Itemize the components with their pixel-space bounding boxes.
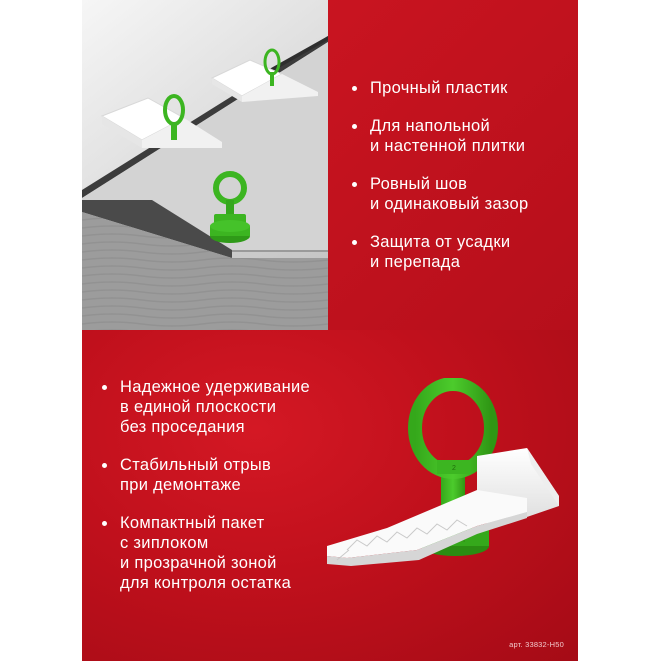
product-card bbox=[82, 0, 578, 661]
bottom-feature-list bbox=[100, 377, 310, 611]
feature-item: Прочный пластик bbox=[350, 78, 528, 98]
feature-item: Для напольной и настенной плитки bbox=[350, 116, 528, 156]
feature-item: Стабильный отрыв при демонтаже bbox=[100, 455, 310, 495]
tile-installation-photo bbox=[82, 0, 328, 330]
feature-item: Компактный пакет с зиплоком и прозрачной зоной для контроля остатка bbox=[100, 513, 310, 593]
feature-item: Ровный шов и одинаковый зазор bbox=[350, 174, 528, 214]
clip-size-mark: 2 bbox=[452, 465, 456, 472]
feature-item: Защита от усадки и перепада bbox=[350, 232, 528, 272]
article-code: арт. 33832-H50 bbox=[509, 640, 564, 649]
tile-scene-illustration bbox=[82, 0, 328, 330]
leveling-clip-product-image bbox=[327, 378, 567, 573]
top-feature-list bbox=[350, 78, 528, 290]
feature-item: Надежное удерживание в единой плоскости без проседания bbox=[100, 377, 310, 437]
